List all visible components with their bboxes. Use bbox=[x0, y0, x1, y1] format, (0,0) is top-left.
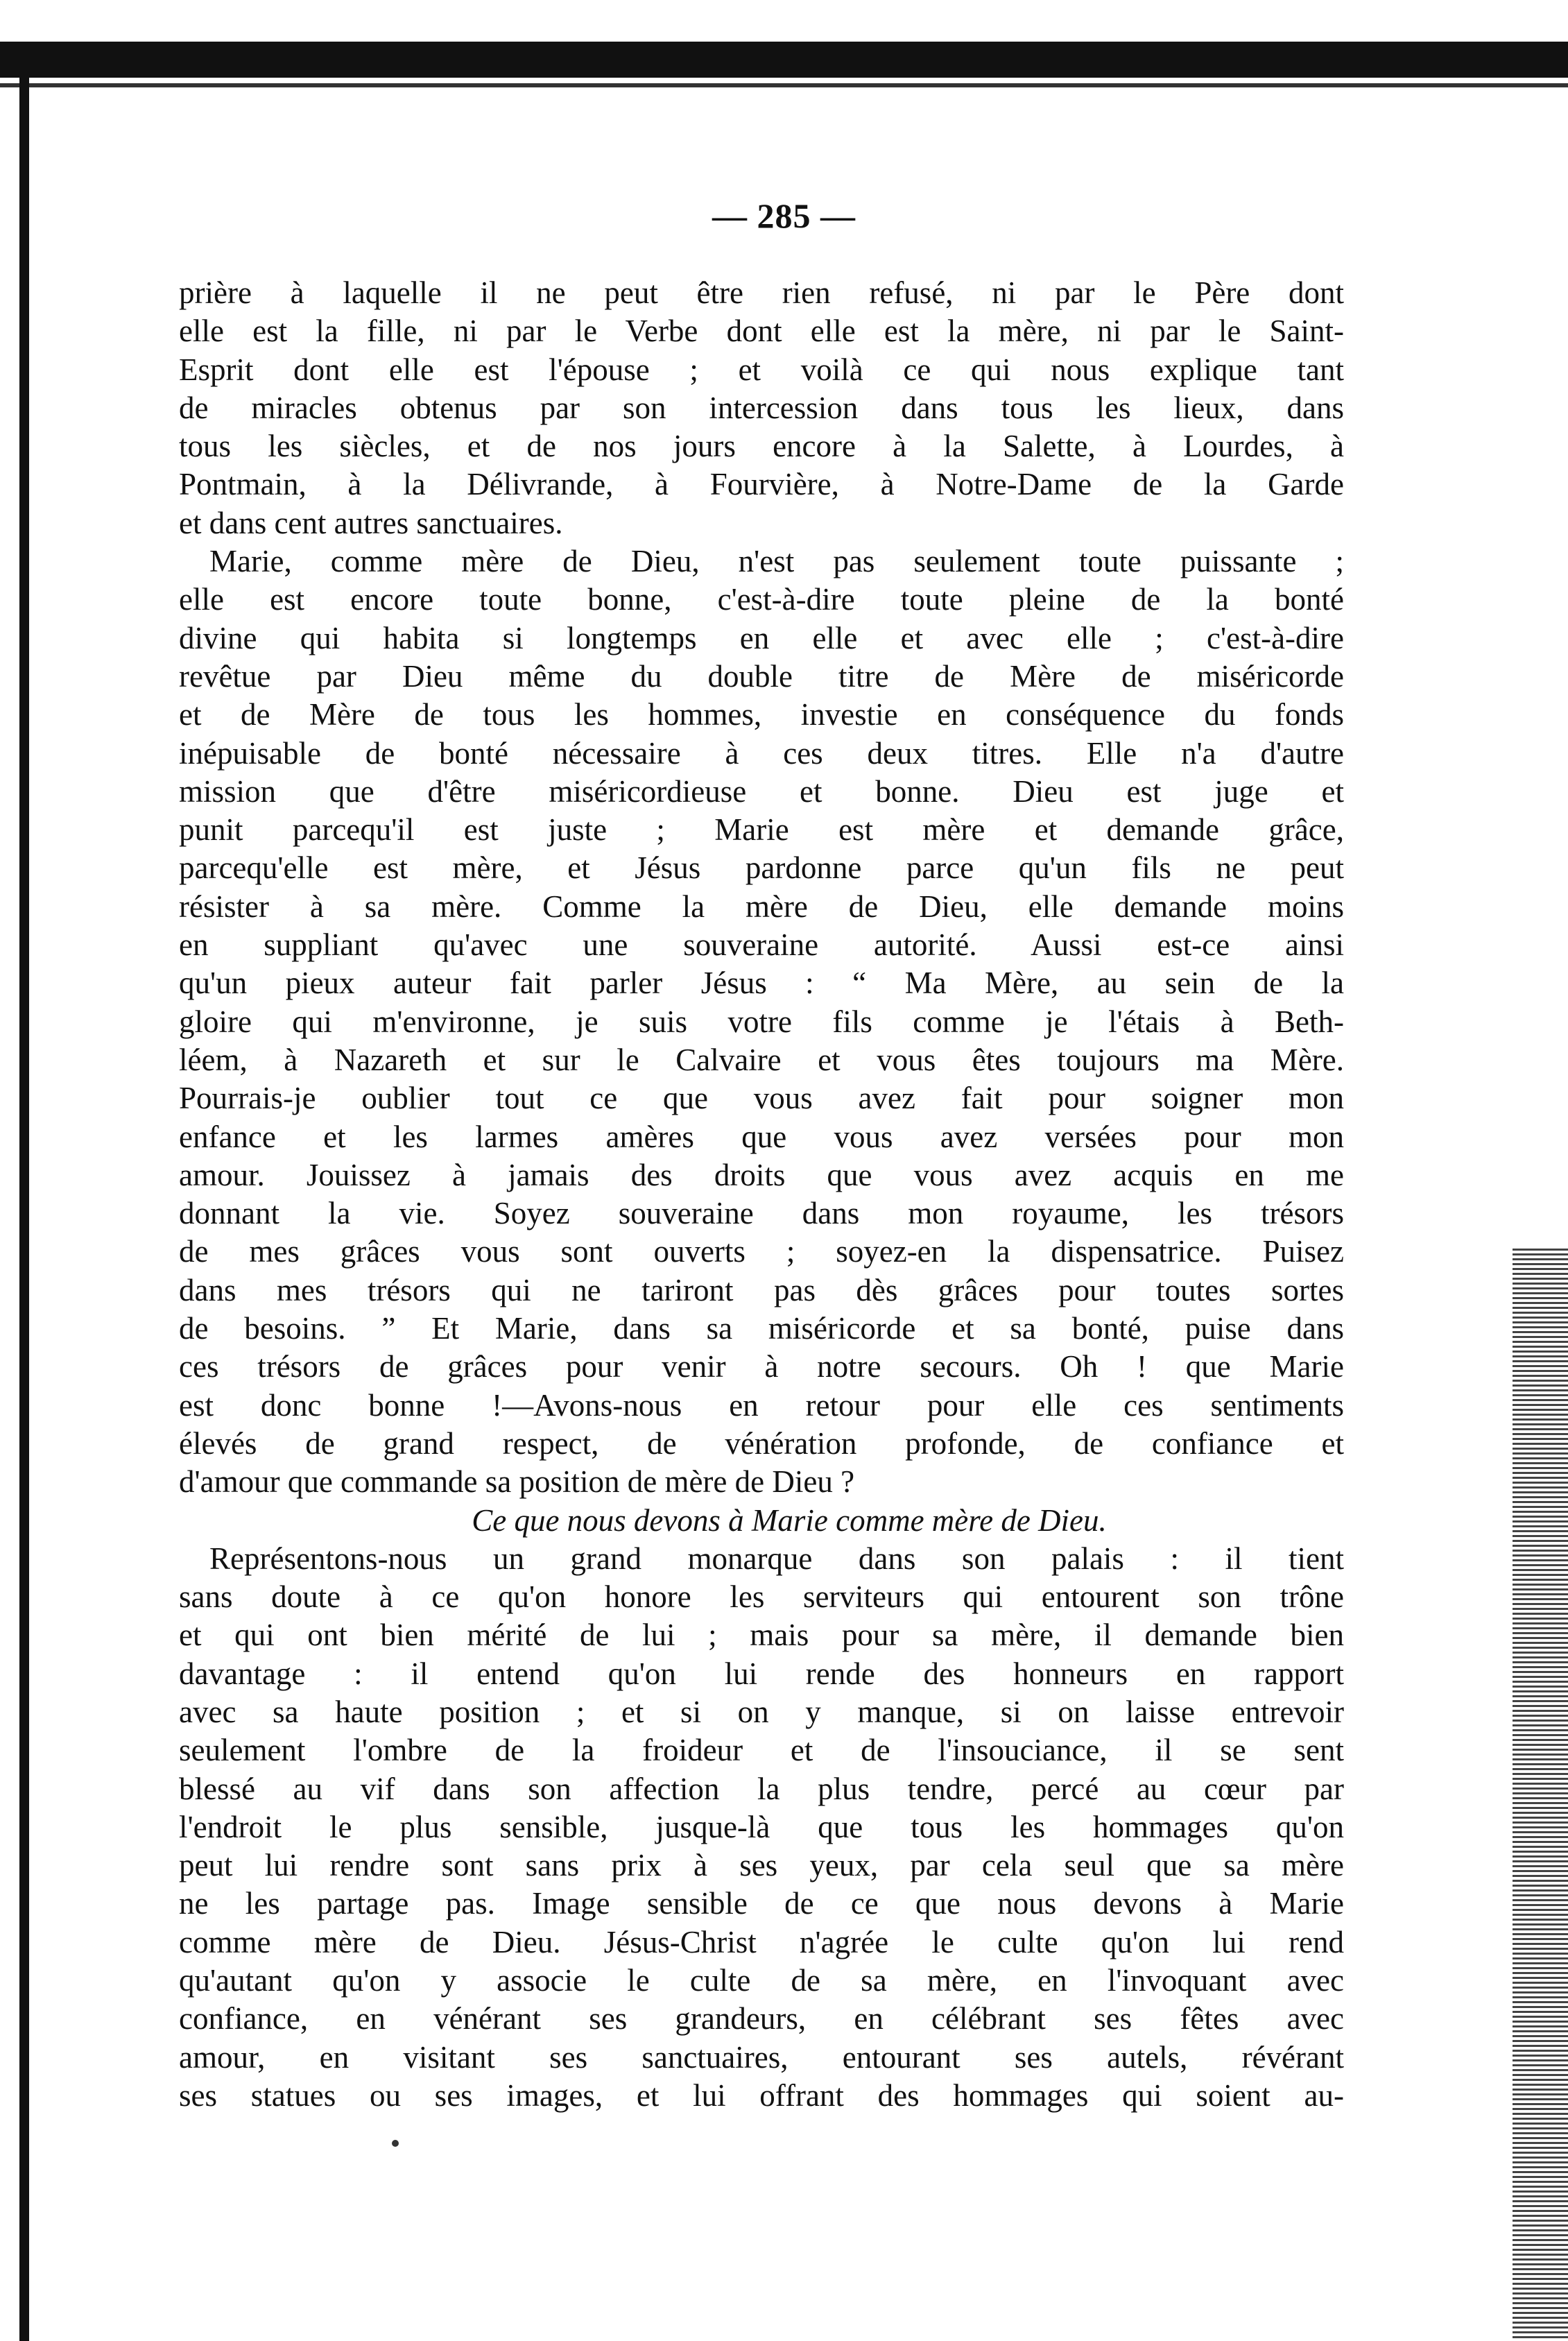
text-line: enfance et les larmes amères que vous avez versées pour mon bbox=[179, 1119, 1344, 1154]
text-line: en suppliant qu'avec une souveraine autorité. Aussi est-ce ainsi bbox=[179, 927, 1344, 963]
paragraph-1 bbox=[179, 274, 1344, 542]
text-line: inépuisable de bonté nécessaire à ces deux titres. Elle n'a d'autre bbox=[179, 735, 1344, 771]
text-line: amour. Jouissez à jamais des droits que vous avez acquis en me bbox=[179, 1157, 1344, 1192]
scan-top-border-thin bbox=[0, 83, 1568, 87]
text-line: dans mes trésors qui ne tariront pas dès grâces pour toutes sortes bbox=[179, 1272, 1344, 1307]
text-line: ses statues ou ses images, et lui offrant des hommages qui soient au- bbox=[179, 2077, 1344, 2113]
text-line: amour, en visitant ses sanctuaires, entourant ses autels, révérant bbox=[179, 2039, 1344, 2075]
paragraph-2 bbox=[179, 542, 1344, 1501]
text-line: Pourrais-je oublier tout ce que vous avez fait pour soigner mon bbox=[179, 1081, 1344, 1116]
body-text bbox=[179, 274, 1344, 2115]
text-line: est donc bonne !—Avons-nous en retour pour elle ces sentiments bbox=[179, 1387, 1344, 1423]
text-line: seulement l'ombre de la froideur et de l'insouciance, il se sent bbox=[179, 1733, 1344, 1768]
scan-top-border bbox=[0, 42, 1568, 78]
text-line: et qui ont bien mérité de lui ; mais pour sa mère, il demande bien bbox=[179, 1618, 1344, 1653]
section-heading: Ce que nous devons à Marie comme mère de Dieu. bbox=[472, 1502, 1107, 1538]
text-line: donnant la vie. Soyez souveraine dans mon royaume, les trésors bbox=[179, 1196, 1344, 1231]
text-line: Marie, comme mère de Dieu, n'est pas seulement toute puissante ; bbox=[209, 544, 1344, 579]
text-line: élevés de grand respect, de vénération profonde, de confiance et bbox=[179, 1425, 1344, 1461]
text-line: comme mère de Dieu. Jésus-Christ n'agrée le culte qu'on lui rend bbox=[179, 1924, 1344, 1960]
text-line: ne les partage pas. Image sensible de ce que nous devons à Marie bbox=[179, 1886, 1344, 1921]
text-line: davantage : il entend qu'on lui rende des honneurs en rapport bbox=[179, 1656, 1344, 1691]
text-line: peut lui rendre sont sans prix à ses yeux, par cela seul que sa mère bbox=[179, 1848, 1344, 1883]
text-line: blessé au vif dans son affection la plus tendre, percé au cœur par bbox=[179, 1771, 1344, 1806]
text-line: sans doute à ce qu'on honore les serviteurs qui entourent son trône bbox=[179, 1579, 1344, 1615]
text-line: Représentons-nous un grand monarque dans son palais : il tient bbox=[209, 1541, 1344, 1576]
text-line: parcequ'elle est mère, et Jésus pardonne parce qu'un fils ne peut bbox=[179, 850, 1344, 886]
text-line: de miracles obtenus par son intercession dans tous les lieux, dans bbox=[179, 390, 1344, 425]
text-line: ces trésors de grâces pour venir à notre secours. Oh ! que Marie bbox=[179, 1349, 1344, 1384]
text-line: mission que d'être miséricordieuse et bonne. Dieu est juge et bbox=[179, 773, 1344, 809]
text-line: avec sa haute position ; et si on y manque, si on laisse entrevoir bbox=[179, 1694, 1344, 1729]
text-line: elle est encore toute bonne, c'est-à-dire toute pleine de la bonté bbox=[179, 582, 1344, 617]
text-line: qu'autant qu'on y associe le culte de sa mère, en l'invoquant avec bbox=[179, 1963, 1344, 1998]
text-line: gloire qui m'environne, je suis votre fils comme je l'étais à Beth- bbox=[179, 1004, 1344, 1039]
scan-speck bbox=[392, 2140, 399, 2147]
text-line: de besoins. ” Et Marie, dans sa miséricorde et sa bonté, puise dans bbox=[179, 1311, 1344, 1346]
text-line: et de Mère de tous les hommes, investie en conséquence du fonds bbox=[179, 697, 1344, 732]
text-line: l'endroit le plus sensible, jusque-là que tous les hommages qu'on bbox=[179, 1809, 1344, 1844]
text-line: revêtue par Dieu même du double titre de Mère de miséricorde bbox=[179, 658, 1344, 694]
text-line: punit parcequ'il est juste ; Marie est mère et demande grâce, bbox=[179, 812, 1344, 848]
page-number: — 285 — bbox=[712, 196, 856, 235]
text-line: de mes grâces vous sont ouverts ; soyez-en la dispensatrice. Puisez bbox=[179, 1234, 1344, 1269]
text-line: divine qui habita si longtemps en elle et avec elle ; c'est-à-dire bbox=[179, 620, 1344, 655]
text-line: elle est la fille, ni par le Verbe dont elle est la mère, ni par le Saint- bbox=[179, 314, 1344, 349]
text-line: Pontmain, à la Délivrande, à Fourvière, à Notre-Dame de la Garde bbox=[179, 467, 1344, 502]
scan-right-edge-noise bbox=[1513, 1249, 1568, 2341]
paragraph-3 bbox=[179, 1540, 1344, 2115]
scan-left-border bbox=[19, 42, 29, 2341]
text-line: et dans cent autres sanctuaires. bbox=[179, 505, 563, 540]
text-line: résister à sa mère. Comme la mère de Dieu, elle demande moins bbox=[179, 889, 1344, 924]
text-line: Esprit dont elle est l'épouse ; et voilà ce qui nous explique tant bbox=[179, 352, 1344, 387]
text-line: léem, à Nazareth et sur le Calvaire et vous êtes toujours ma Mère. bbox=[179, 1042, 1344, 1077]
text-line: prière à laquelle il ne peut être rien refusé, ni par le Père dont bbox=[179, 275, 1344, 310]
text-line: d'amour que commande sa position de mère de Dieu ? bbox=[179, 1464, 855, 1500]
text-line: qu'un pieux auteur fait parler Jésus : “ Ma Mère, au sein de la bbox=[179, 966, 1344, 1001]
text-line: tous les siècles, et de nos jours encore à la Salette, à Lourdes, à bbox=[179, 429, 1344, 464]
text-line: confiance, en vénérant ses grandeurs, en célébrant ses fêtes avec bbox=[179, 2001, 1344, 2036]
